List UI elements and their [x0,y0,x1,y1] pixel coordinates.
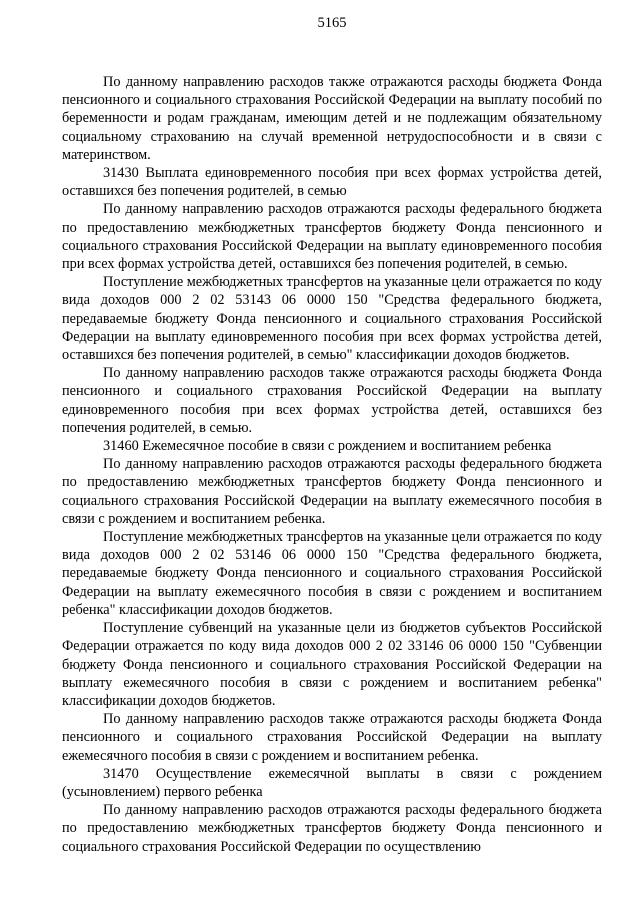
document-body [62,73,602,856]
section-heading-31460: 31460 Ежемесячное пособие в связи с рождением и воспитанием ребенка [103,438,552,455]
paragraph-31430-income-code: Поступление межбюджетных трансфертов на указанные цели отражается по коду вида доходов 000 2 02 53143 06 0000 150 "Средства федерального бюджета, передаваемые бюджету Фонда пенсионного и социального страхования Российской Федерации на выплату единовременного пособия при всех формах устройства детей, оставшихся без попечения родителей, в семью" классификации доходов бюджетов. [62,274,602,364]
paragraph-31460-income-code-federal: Поступление межбюджетных трансфертов на указанные цели отражается по коду вида доходов 000 2 02 53146 06 0000 150 "Средства федерального бюджета, передаваемые бюджету Фонда пенсионного и социального страхования Российской Федерации на выплату ежемесячного пособия в связи с рождением и воспитанием ребенка" классификации доходов бюджетов. [62,529,602,618]
section-heading-31430: 31430 Выплата единовременного пособия при всех формах устройства детей, оставшихся без попечения родителей, в семью [62,165,602,200]
paragraph-31470-federal-transfers: По данному направлению расходов отражаются расходы федерального бюджета по предоставлению межбюджетных трансфертов бюджету Фонда пенсионного и социального страхования Российской Федерации по осуществлению [62,802,602,855]
paragraph-31460-federal-transfers: По данному направлению расходов отражаются расходы федерального бюджета по предоставлению межбюджетных трансфертов бюджету Фонда пенсионного и социального страхования Российской Федерации на выплату ежемесячного пособия в связи с рождением и воспитанием ребенка. [62,456,602,527]
section-heading-31470: 31470 Осуществление ежемесячной выплаты в связи с рождением (усыновлением) первого ребенка [62,765,602,800]
paragraph-fss-maternity-benefits: По данному направлению расходов также отражаются расходы бюджета Фонда пенсионного и социального страхования Российской Федерации на выплату пособий по беременности и родам гражданам, имеющим детей и не подлежащим обязательному социальному страхованию на случай временной нетрудоспособности и в связи с материнством. [62,74,602,163]
page-number: 5165 [317,15,347,31]
paragraph-31430-federal-transfers: По данному направлению расходов отражаются расходы федерального бюджета по предоставлению межбюджетных трансфертов бюджету Фонда пенсионного и социального страхования Российской Федерации на выплату единовременного пособия при всех формах устройства детей, оставшихся без попечения родителей, в семью. [62,201,602,273]
paragraph-31460-fss-expenses: По данному направлению расходов также отражаются расходы бюджета Фонда пенсионного и социального страхования Российской Федерации на выплату ежемесячного пособия в связи с рождением и воспитанием ребенка. [62,711,602,764]
paragraph-31460-income-code-subventions: Поступление субвенций на указанные цели из бюджетов субъектов Российской Федерации отражается по коду вида доходов 000 2 02 33146 06 0000 150 "Субвенции бюджету Фонда пенсионного и социального страхования Российской Федерации на выплату ежемесячного пособия в связи с рождением и воспитанием ребенка" классификации доходов бюджетов. [62,620,602,709]
paragraph-31430-fss-expenses: По данному направлению расходов также отражаются расходы бюджета Фонда пенсионного и социального страхования Российской Федерации на выплату единовременного пособия при всех формах устройства детей, оставшихся без попечения родителей, в семью. [62,365,602,436]
